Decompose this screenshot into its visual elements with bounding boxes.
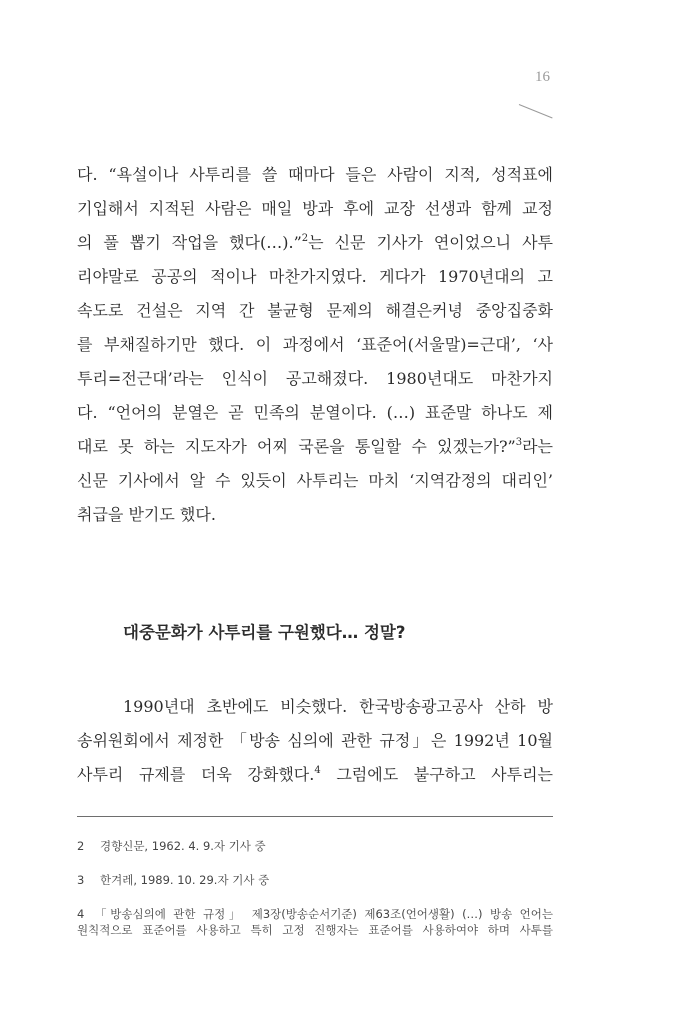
text-line: 를 부채질하기만 했다. 이 과정에서 ‘표준어(서울말)=근대’, ‘사 [77, 335, 553, 354]
text-line: 1990년대 초반에도 비슷했다. 한국방송광고공사 산하 방 [123, 697, 553, 716]
section-heading: 대중문화가 사투리를 구원했다… 정말? [123, 623, 406, 642]
text-line: 취급을 받기도 했다. [77, 505, 216, 524]
body-paragraph-1 [77, 158, 553, 532]
text-line: 속도로 건설은 지역 간 불균형 문제의 해결은커녕 중앙집중화 [77, 301, 553, 320]
text-line: 다. “언어의 분열은 곧 민족의 분열이다. (…) 표준말 하나도 제 [77, 403, 553, 422]
footnotes [77, 838, 553, 955]
text-line: 사투리 규제를 더욱 강화했다.$^4$ 그럼에도 불구하고 사투리는 [77, 765, 553, 784]
footnote-number: 2 [77, 839, 85, 853]
footnote-text: 경향신문, 1962. 4. 9.자 기사 중 [100, 839, 266, 853]
text-line: 다. “욕설이나 사투리를 쓸 때마다 들은 사람이 지적, 성적표에 [77, 165, 553, 184]
footnote-text: 한겨레, 1989. 10. 29.자 기사 중 [100, 873, 270, 887]
footnote-ref-4[interactable]: 4 [314, 765, 321, 776]
text-line: 송위원회에서 제정한 「방송 심의에 관한 규정」은 1992년 10월 [77, 731, 553, 750]
text-line: 기입해서 지적된 사람은 매일 방과 후에 교장 선생과 함께 교정 [77, 199, 553, 218]
footnote-ref-3[interactable]: 3 [515, 437, 523, 448]
footnote-divider [77, 816, 553, 817]
text-line: 신문 기사에서 알 수 있듯이 사투리는 마치 ‘지역감정의 대리인’ [77, 471, 553, 490]
text-line: 대로 못 하는 지도자가 어찌 국론을 통일할 수 있겠는가?”$^3$라는 [77, 437, 553, 456]
text-line: 의 풀 뽑기 작업을 했다(…).”$^2$는 신문 기사가 연이었으니 사투 [77, 233, 553, 252]
footnote-ref-2[interactable]: 2 [301, 233, 309, 244]
text-line: 투리=전근대’라는 인식이 공고해졌다. 1980년대도 마찬가지 [77, 369, 553, 388]
footnote-text: 「방송심의에 관한 규정」 제3장(방송순서기준) 제63조(언어생활) (…) 방송 언어는 원칙적으로 표준어를 사용하고 특히 고정 진행자는 표준어를 사용하여야 하며 사투를 [77, 907, 553, 937]
page-number: 16 [535, 69, 550, 85]
footnote-item [77, 906, 553, 938]
footnote-item [77, 838, 553, 855]
footnote-number: 3 [77, 873, 85, 887]
page-number-decoration [519, 104, 553, 118]
body-paragraph-2 [77, 690, 553, 792]
footnote-item [77, 872, 553, 889]
text-line: 리야말로 공공의 적이나 마찬가지였다. 게다가 1970년대의 고 [77, 267, 553, 286]
footnote-number: 4 [77, 907, 85, 921]
